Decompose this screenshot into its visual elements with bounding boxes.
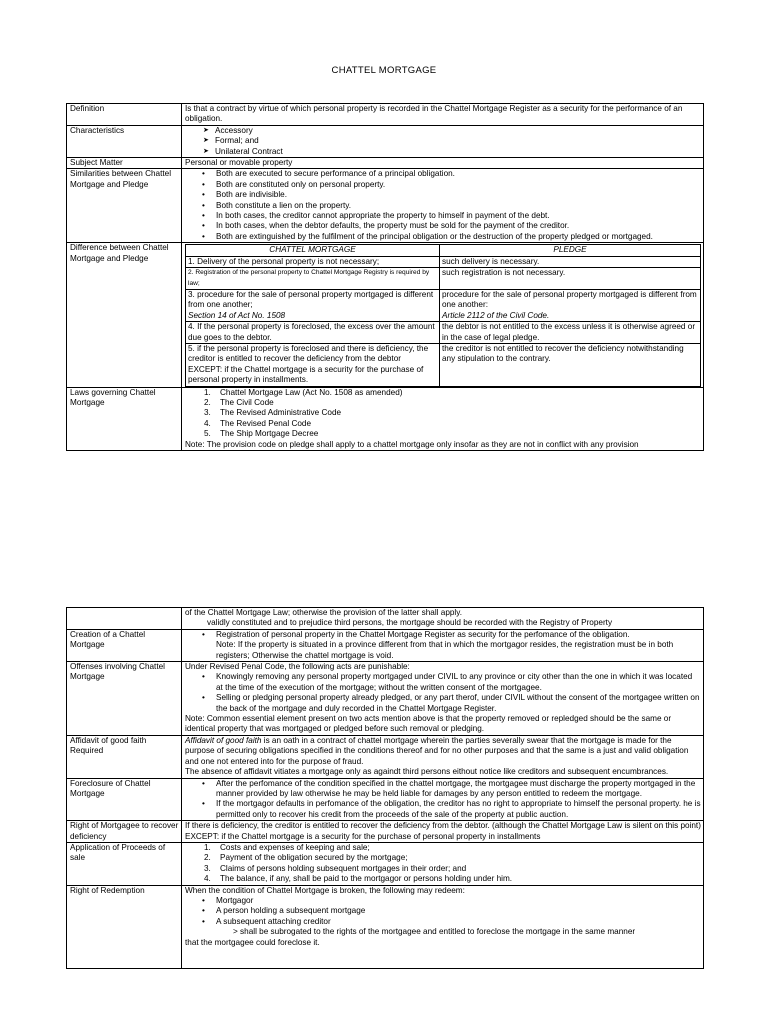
pledge-reference: Article 2112 of the Civil Code. xyxy=(442,310,550,320)
row-creation xyxy=(67,629,704,661)
list-item: • In both cases, the creditor cannot appropriate the property to himself in payment of the debt. xyxy=(202,211,701,221)
list-item: • Knowingly removing any personal property mortgaged under CIVIL to any province or city other than the one in which it was located at the time of the execution of the mortgage; without the written consent of the mortgagee. xyxy=(202,672,701,693)
list-item: 1. Chattel Mortgage Law (Act No. 1508 as amended) xyxy=(204,387,403,397)
affidavit-text-2: The absence of affidavit vitiates a mortgage only as againdt third persons eithout notice like creditors and subsequent encumbrances. xyxy=(185,767,669,777)
label-laws: Laws governing Chattel Mortgage xyxy=(67,387,182,450)
list-item: • After the perfomance of the condition specified in the chattel mortgage, the mortgagee must discharge the property mortgaged in the manner provided by law otherwise he may be held liable for damages by any person entitled to redeem the mortgage. xyxy=(202,779,701,800)
pledge-cell: the debtor is not entitled to the excess unless it is otherwise agreed or in the case of legal pledge. xyxy=(440,322,701,344)
list-item: • Both are indivisible. xyxy=(202,190,701,200)
list-item: ➤ Accessory xyxy=(201,126,701,136)
list-item: • Registration of personal property in the Chattel Mortgage Register as security for the perfomance of the obligation. xyxy=(202,630,701,640)
list-item: • Both are constituted only on personal property. xyxy=(202,180,701,190)
label-foreclosure: Foreclosure of Chattel Mortgage xyxy=(67,778,182,821)
list-item: • A person holding a subsequent mortgage xyxy=(202,906,701,916)
table-row xyxy=(186,322,701,344)
redemption-intro: When the condition of Chattel Mortgage is broken, the following may redeem: xyxy=(185,885,465,895)
cm-cell xyxy=(186,343,440,386)
pledge-cell: the creditor is not entitled to recover the deficiency notwithstanding any stipulation to the contrary. xyxy=(440,343,701,386)
table-row xyxy=(186,256,701,267)
list-item: 2. Payment of the obligation secured by the mortgage; xyxy=(204,853,408,863)
label-definition: Definition xyxy=(67,104,182,126)
cm-cell xyxy=(186,289,440,321)
cm-cell: 4. If the personal property is foreclosed, the excess over the amount due goes to the debtor. xyxy=(186,322,440,344)
pledge-cell xyxy=(440,289,701,321)
label-subject-matter: Subject Matter xyxy=(67,158,182,169)
characteristics-list xyxy=(185,126,701,157)
affidavit-term: Affidavit of good faith xyxy=(185,735,262,745)
list-item: ➤ Formal; and xyxy=(201,136,701,146)
cm-reference: Section 14 of Act No. 1508 xyxy=(188,310,286,320)
column-header-pledge: PLEDGE xyxy=(440,245,701,256)
laws-list xyxy=(185,388,701,440)
offenses-intro: Under Revised Penal Code, the following acts are punishable: xyxy=(185,662,410,672)
cm-text: 5. if the personal property is foreclosed and there is deficiency, the creditor is entitled to recover the deficiency from the debtor xyxy=(188,343,429,364)
list-item: • Selling or pledging personal property already pledged, or any part therof, under CIVIL without the consent of the mortgagee written on the back of the mortgage and duly recorded in the Chattel Mortgage Register. xyxy=(202,693,701,714)
cm-cell: 1. Delivery of the personal property is not necessary; xyxy=(186,256,440,267)
right-mortgagee-text: If there is deficiency, the creditor is entitled to recover the deficiency from the debtor. (although the Chattel Mortgage Law is silent on this point) xyxy=(185,821,701,831)
definition-text: Is that a contract by virtue of which personal property is recorded in the Chattel Mortgage Register as a security for the performance of an obligation. xyxy=(182,104,704,126)
continuation-text: of the Chattel Mortgage Law; otherwise the provision of the latter shall apply. validly constituted and to prejudice third persons, the mortgage should be recorded with the Registry of Property xyxy=(182,608,704,630)
creation-note: Note: If the property is situated in a province different from that in which the mortgagor resides, the registration must be in both registers; Otherwise the chattel mortgage is void. xyxy=(216,640,674,660)
row-continuation xyxy=(67,608,704,630)
row-characteristics xyxy=(67,125,704,157)
row-affidavit xyxy=(67,735,704,778)
list-item: • Both constitute a lien on the property. xyxy=(202,201,701,211)
table-row xyxy=(186,343,701,386)
list-item: • Both are executed to secure performance of a principal obligation. xyxy=(202,169,701,179)
document-title: CHATTEL MORTGAGE xyxy=(331,65,437,76)
pledge-cell: such delivery is necessary. xyxy=(440,256,701,267)
list-item: 3. Claims of persons holding subsequent mortgages in their order; and xyxy=(204,863,467,873)
list-item: ➤ Unilateral Contract xyxy=(201,147,701,157)
row-redemption xyxy=(67,885,704,968)
list-item: • In both cases, when the debtor defaults, the property must be sold for the payment of the creditor. xyxy=(202,221,701,231)
pledge-cell: such registration is not necessary. xyxy=(440,268,701,290)
list-item: 4. The balance, if any, shall be paid to the mortgagor or persons holding under him. xyxy=(204,874,513,884)
table-row xyxy=(186,268,701,290)
offenses-note: Note: Common essential element present on two acts mention above is that the property removed or repledged should be the same or identical property that was mortgaged or pledged before such removal or pledging. xyxy=(185,714,672,734)
label-creation: Creation of a Chattel Mortgage xyxy=(67,629,182,661)
row-foreclosure xyxy=(67,778,704,821)
label-offenses: Offenses involving Chattel Mortgage xyxy=(67,662,182,736)
subject-matter-text: Personal or movable property xyxy=(182,158,704,169)
foreclosure-list xyxy=(185,779,701,821)
column-header-chattel-mortgage: CHATTEL MORTGAGE xyxy=(186,245,440,256)
cm-exception: EXCEPT: if the Chattel mortgage is a security for the purchase of personal property in installments. xyxy=(188,364,424,385)
pledge-text: procedure for the sale of personal property mortgaged is different from one another: xyxy=(442,289,697,310)
label-right-mortgagee: Right of Mortgagee to recover deficiency xyxy=(67,821,182,843)
list-item: 5. The Ship Mortgage Decree xyxy=(204,429,319,439)
list-item: • Both are extinguished by the fulfilment of the principal obligation or the destruction of the property pledged or mortgaged. xyxy=(202,232,701,242)
cm-text: 3. procedure for the sale of personal property mortgaged is different from one another; xyxy=(188,289,434,310)
chattel-mortgage-table-2 xyxy=(66,607,704,969)
list-item: • A subsequent attaching creditor xyxy=(202,917,701,927)
table-row xyxy=(186,289,701,321)
list-item: 1. Costs and expenses of keeping and sale; xyxy=(204,842,370,852)
row-difference xyxy=(67,243,704,387)
label-application: Application of Proceeds of sale xyxy=(67,842,182,885)
list-item: 3. The Revised Administrative Code xyxy=(204,408,342,418)
row-laws xyxy=(67,387,704,450)
chattel-mortgage-table-1 xyxy=(66,103,704,451)
list-item: 4. The Revised Penal Code xyxy=(204,418,312,428)
label-affidavit: Affidavit of good faith Required xyxy=(67,735,182,778)
redemption-sub-2: that the mortgagee could foreclose it. xyxy=(185,937,320,947)
list-item: 2. The Civil Code xyxy=(204,397,274,407)
redemption-list xyxy=(185,896,701,927)
difference-table xyxy=(185,244,701,386)
row-subject-matter xyxy=(67,158,704,169)
offenses-list xyxy=(185,672,701,714)
application-list xyxy=(185,843,701,885)
right-mortgagee-exception: EXCEPT: if the Chattel mortgage is a security for the purchase of personal property in installments xyxy=(185,831,541,841)
label-characteristics: Characteristics xyxy=(67,125,182,157)
row-right-mortgagee xyxy=(67,821,704,843)
list-item: • Mortgagor xyxy=(202,896,701,906)
redemption-sub: > shall be subrogated to the rights of the mortgagee and entitled to foreclose the mortgage in the same manner xyxy=(233,927,636,937)
label-redemption: Right of Redemption xyxy=(67,885,182,968)
row-offenses xyxy=(67,662,704,736)
label-difference: Difference between Chattel Mortgage and Pledge xyxy=(67,243,182,387)
cm-cell: 2. Registration of the personal property to Chattel Mortgage Registry is required by law; xyxy=(186,268,440,290)
row-definition xyxy=(67,104,704,126)
affidavit-text: Affidavit of good faith is an oath in a contract of chattel mortgage wherein the parties severally swear that the mortgage is made for the purpose of securing obligations specified in the conditions thereof and for no other purposes and that the same is a just and valid obligation and one not entered into for the purpose of fraud. xyxy=(185,735,689,766)
laws-note: Note: The provision code on pledge shall apply to a chattel mortgage only insofar as they are not in conflict with any provision xyxy=(185,439,639,449)
label-similarities: Similarities between Chattel Mortgage and Pledge xyxy=(67,169,182,243)
row-similarities xyxy=(67,169,704,243)
list-item: • If the mortgagor defaults in perfomance of the obligation, the creditor has no right to appropriate to himself the personal property. he is permitted only to recover his credit from the proceeds of the sale of the property at public auction. xyxy=(202,799,701,820)
creation-list xyxy=(185,630,701,640)
row-application xyxy=(67,842,704,885)
similarities-list xyxy=(185,169,701,242)
